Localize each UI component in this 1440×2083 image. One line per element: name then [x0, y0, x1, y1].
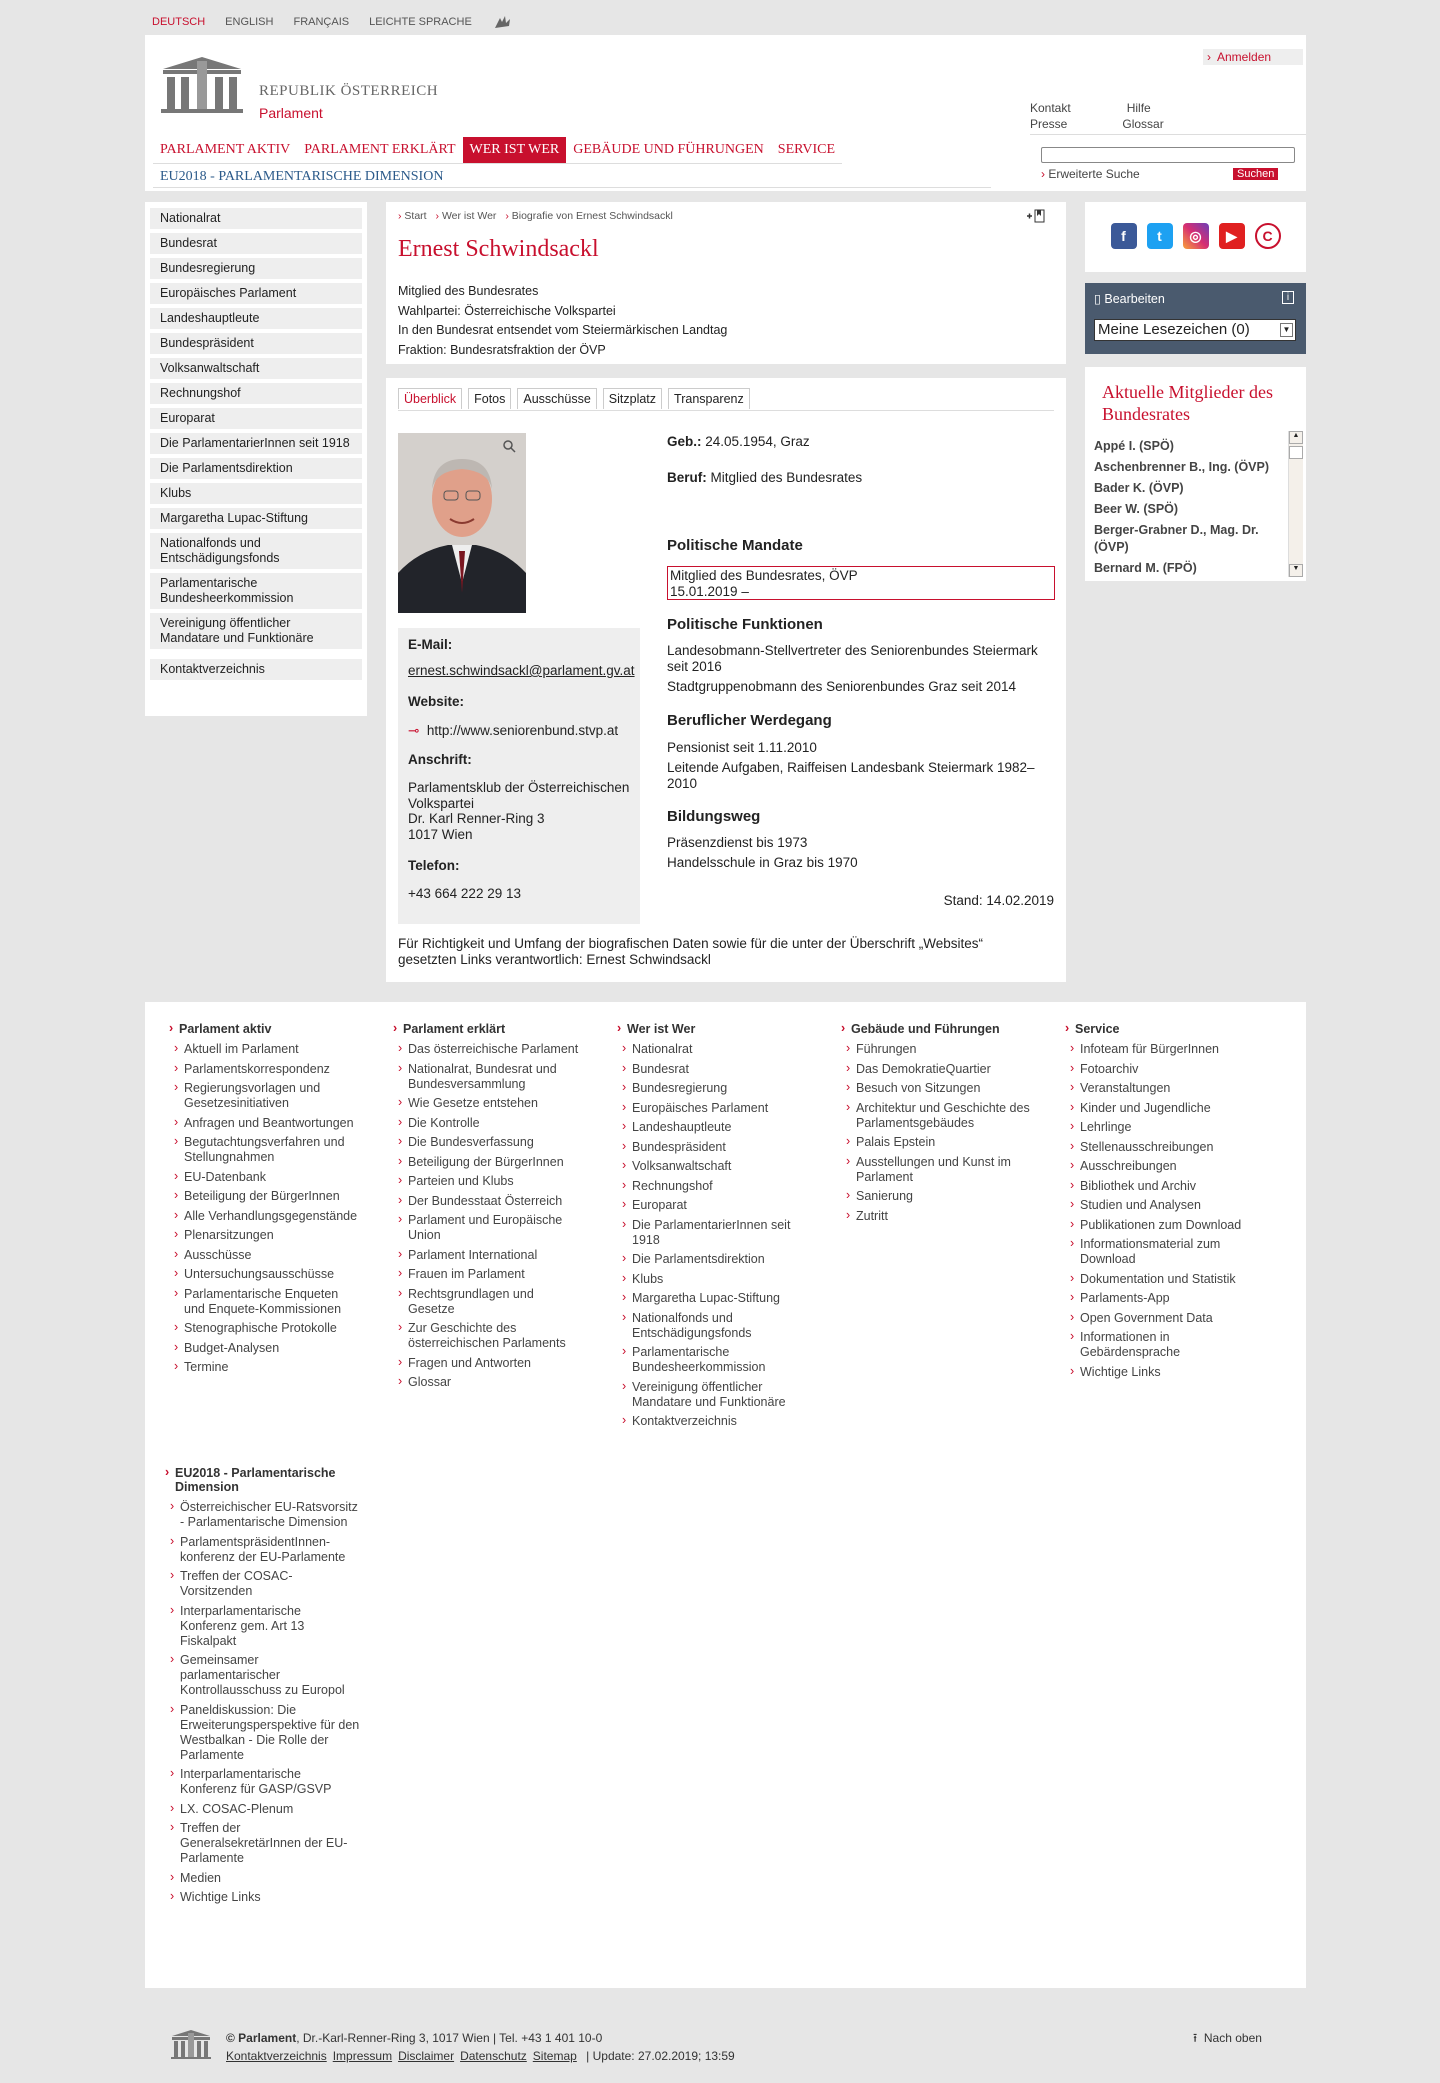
footer-link[interactable]: › Interparlamentarische Konferenz für GASP/GSVP — [165, 1767, 360, 1797]
crumb-current: Biografie von Ernest Schwindsackl — [511, 210, 673, 222]
mandate-box: Mitglied des Bundesrates, ÖVP 15.01.2019 – — [667, 566, 1055, 600]
sidebar-item-bundesrat[interactable]: Bundesrat — [150, 233, 362, 254]
stand-date: Stand: 14.02.2019 — [943, 893, 1054, 908]
footer-link[interactable]: › Infoteam für BürgerInnen — [1065, 1042, 1255, 1057]
footer-link[interactable]: › Margaretha Lupac-Stiftung — [617, 1291, 807, 1306]
footer-link[interactable]: › Untersuchungsausschüsse — [169, 1267, 359, 1282]
footer-link[interactable]: › Nationalfonds und Entschädigungsfonds — [617, 1311, 807, 1341]
sidebar-item-die-parlamentsdirektion[interactable]: Die Parlamentsdirektion — [150, 458, 362, 479]
members-title: Aktuelle Mitglieder des Bundesrates — [1102, 382, 1273, 424]
edit-link[interactable]: ▯ Bearbeiten — [1094, 292, 1165, 306]
lang-deutsch[interactable]: DEUTSCH — [152, 16, 206, 28]
footer-link[interactable]: › Parlament und Europäische Union — [393, 1213, 583, 1243]
footer-link[interactable]: › Ausschüsse — [169, 1248, 359, 1263]
tab-fotos[interactable]: Fotos — [468, 388, 511, 409]
career-list: Pensionist seit 1.11.2010 Leitende Aufgaben, Raiffeisen Landesbank Steiermark 1982–2010 — [667, 740, 1035, 791]
footer-link[interactable]: › Informationsmaterial zum Download — [1065, 1237, 1255, 1267]
footer-col-wer-ist-wer — [617, 1022, 807, 1434]
page-title: Ernest Schwindsackl — [398, 236, 599, 262]
footer-link[interactable]: › Österreichischer EU-Ratsvorsitz - Parlamentarische Dimension — [165, 1500, 360, 1530]
footer-logo-icon[interactable] — [170, 2028, 212, 2065]
sidebar-item-europaisches-parlament[interactable]: Europäisches Parlament — [150, 283, 362, 304]
bio-info — [398, 282, 727, 360]
career-heading: Beruflicher Werdegang — [667, 712, 832, 729]
login-link[interactable]: › Anmelden — [1203, 49, 1303, 65]
members-list — [1094, 431, 1276, 575]
footer-link[interactable]: › Rechtsgrundlagen und Gesetze — [393, 1287, 583, 1317]
arrow-up-icon: ⭱ — [1193, 2031, 1198, 2045]
footer-link[interactable]: › Die Bundesverfassung — [393, 1135, 583, 1150]
footer-link[interactable]: › Architektur und Geschichte des Parlamentsgebäudes — [841, 1101, 1031, 1131]
contact-box — [398, 628, 640, 924]
footer-col-heading[interactable]: › Gebäude und Führungen — [841, 1022, 1031, 1036]
member-item[interactable]: Appé I. (SPÖ) — [1094, 439, 1174, 453]
footer-link[interactable]: › Bundesregierung — [617, 1081, 807, 1096]
sidebar-item-bundesregierung[interactable]: Bundesregierung — [150, 258, 362, 279]
footer-link[interactable]: › Landeshauptleute — [617, 1120, 807, 1135]
sidebar-item-vereinigung-offentlicher-mandatare-und-funktionare[interactable]: Vereinigung öffentlicher Mandatare und Funktionäre — [150, 613, 362, 649]
members-scrollbar[interactable]: ▲ ▼ — [1288, 431, 1303, 577]
footer-col-parlament-erklart — [393, 1022, 583, 1395]
breadcrumb: › Start › Wer ist Wer › Biografie von Ernest Schwindsackl — [398, 210, 673, 222]
footer-link[interactable]: › Zur Geschichte des österreichischen Parlaments — [393, 1321, 583, 1351]
nav-wer-ist-wer[interactable]: WER IST WER — [463, 137, 567, 163]
footer-link[interactable]: › Regierungsvorlagen und Gesetzesinitiativen — [169, 1081, 359, 1111]
footer-link[interactable]: › Führungen — [841, 1042, 1031, 1057]
sidebar-item-rechnungshof[interactable]: Rechnungshof — [150, 383, 362, 404]
footer-link[interactable]: › Wie Gesetze entstehen — [393, 1096, 583, 1111]
disclaimer-text: Für Richtigkeit und Umfang der biografischen Daten sowie für die unter der Überschrift „Websites“ gesetzten Links verantwortlich: Ernest Schwindsackl — [398, 936, 984, 967]
brand-subtitle: Parlament — [259, 105, 323, 121]
footer-link[interactable]: › Nationalrat — [617, 1042, 807, 1057]
footer-link[interactable]: › Parlamentarische Enqueten und Enquete-Kommissionen — [169, 1287, 359, 1317]
footer-link[interactable]: › Parlament International — [393, 1248, 583, 1263]
social-panel — [1085, 202, 1306, 272]
footer-link[interactable]: › Fotoarchiv — [1065, 1062, 1255, 1077]
footer-link[interactable]: › Europarat — [617, 1198, 807, 1213]
chevron-down-icon: ▼ — [1280, 323, 1293, 337]
education-heading: Bildungsweg — [667, 808, 761, 825]
bookmark-icon: ▯ — [1094, 292, 1101, 306]
crumb-wer-ist-wer[interactable]: Wer ist Wer — [441, 210, 497, 222]
footer-bottom-link-sitemap[interactable]: Sitemap — [532, 2049, 577, 2063]
portrait-photo[interactable] — [398, 433, 526, 613]
search-button[interactable]: Suchen — [1233, 168, 1278, 180]
footer-link[interactable]: › Parlamentarische Bundesheerkommission — [617, 1345, 807, 1375]
footer-link[interactable]: › Ausstellungen und Kunst im Parlament — [841, 1155, 1031, 1185]
sidebar-item-bundesprasident[interactable]: Bundespräsident — [150, 333, 362, 354]
footer-link[interactable]: › Klubs — [617, 1272, 807, 1287]
bookmarks-select[interactable]: Meine Lesezeichen (0) ▼ — [1094, 319, 1296, 341]
members-panel — [1085, 367, 1306, 581]
footer-link[interactable]: › Lehrlinge — [1065, 1120, 1255, 1135]
contact-link[interactable]: Kontakt — [1030, 101, 1071, 115]
back-to-top-link[interactable]: ⭱ Nach oben — [1193, 2031, 1262, 2045]
footer-link[interactable]: › Stellenausschreibungen — [1065, 1140, 1255, 1155]
subnav-eu2018[interactable]: EU2018 - PARLAMENTARISCHE DIMENSION — [153, 167, 991, 188]
footer-col-gebaude-und-fuhrungen — [841, 1022, 1031, 1228]
footer-link[interactable]: › Nationalrat, Bundesrat und Bundesversammlung — [393, 1062, 583, 1092]
footer-link[interactable]: › Plenarsitzungen — [169, 1228, 359, 1243]
footer-sitemap — [145, 1002, 1306, 1988]
bookmark-panel — [1085, 283, 1306, 354]
sidebar-item-volksanwaltschaft[interactable]: Volksanwaltschaft — [150, 358, 362, 379]
footer-link[interactable]: › Alle Verhandlungsgegenstände — [169, 1209, 359, 1224]
sidebar — [145, 202, 367, 716]
footer-link[interactable]: › Treffen der COSAC-Vorsitzenden — [165, 1569, 360, 1599]
footer-link[interactable]: › Das DemokratieQuartier — [841, 1062, 1031, 1077]
job-info: Beruf: Mitglied des Bundesrates — [667, 470, 863, 485]
footer-link[interactable]: › Open Government Data — [1065, 1311, 1255, 1326]
tab-sitzplatz[interactable]: Sitzplatz — [603, 388, 662, 409]
footer-link[interactable]: › Der Bundesstaat Österreich — [393, 1194, 583, 1209]
bio-info-role: Mitglied des Bundesrates — [398, 284, 539, 298]
footer-link[interactable]: › Die Kontrolle — [393, 1116, 583, 1131]
footer-col-service — [1065, 1022, 1255, 1384]
mandates-heading: Politische Mandate — [667, 537, 803, 554]
youtube-icon[interactable]: ▶ — [1219, 223, 1245, 249]
footer-col-heading[interactable]: › Parlament erklärt — [393, 1022, 583, 1036]
main-nav — [153, 137, 842, 164]
bio-main-panel — [386, 378, 1066, 982]
brand-title: REPUBLIK ÖSTERREICH — [259, 83, 439, 99]
footer-link[interactable]: › Parlamentskorrespondenz — [169, 1062, 359, 1077]
sign-language-icon[interactable] — [492, 14, 514, 30]
external-link-icon: ⊸ — [408, 723, 420, 738]
sidebar-item-landeshauptleute[interactable]: Landeshauptleute — [150, 308, 362, 329]
website-label: Website: — [408, 694, 465, 709]
help-link[interactable]: Hilfe — [1126, 101, 1151, 115]
footer-link[interactable]: › Volksanwaltschaft — [617, 1159, 807, 1174]
footer-col-heading[interactable]: › Parlament aktiv — [169, 1022, 359, 1036]
footer-bottom-link-datenschutz[interactable]: Datenschutz — [460, 2049, 527, 2063]
lang-francais[interactable]: FRANÇAIS — [293, 16, 350, 28]
footer-link[interactable]: › Budget-Analysen — [169, 1341, 359, 1356]
sidebar-item-parlamentarische-bundesheerkommission[interactable]: Parlamentarische Bundesheerkommission — [150, 573, 362, 609]
tab-ausschuesse[interactable]: Ausschüsse — [517, 388, 596, 409]
bio-header-panel — [386, 202, 1066, 364]
bottom-bar — [145, 2004, 1306, 2083]
footer-link[interactable]: › Bundesrat — [617, 1062, 807, 1077]
service-links — [1030, 100, 1164, 132]
functions-heading: Politische Funktionen — [667, 616, 823, 633]
copyright: © Parlament, Dr.-Karl-Renner-Ring 3, 1017 Wien | Tel. +43 1 401 10-0 Kontaktverzeichnis Impressum Disclaimer Datenschutz Sitemap | Update: 27.02.2019; 13:59 — [226, 2031, 735, 2063]
member-item[interactable]: Aschenbrenner B., Ing. (ÖVP) — [1094, 460, 1270, 474]
education-list: Präsenzdienst bis 1973 Handelsschule in Graz bis 1970 — [667, 835, 858, 870]
footer-link[interactable]: › Wichtige Links — [1065, 1365, 1255, 1380]
footer-link[interactable]: › Europäisches Parlament — [617, 1101, 807, 1116]
footer-bottom-link-kontaktverzeichnis[interactable]: Kontaktverzeichnis — [226, 2049, 327, 2063]
twitter-icon[interactable]: t — [1147, 223, 1173, 249]
add-bookmark-icon[interactable] — [1026, 208, 1046, 229]
nav-gebaeude[interactable]: GEBÄUDE UND FÜHRUNGEN — [573, 142, 764, 157]
footer-link[interactable]: › Interparlamentarische Konferenz gem. Art 13 Fiskalpakt — [165, 1604, 360, 1649]
footer-link[interactable]: › Kinder und Jugendliche — [1065, 1101, 1255, 1116]
member-item[interactable]: Beer W. (SPÖ) — [1094, 502, 1179, 516]
footer-link[interactable]: › Parlaments-App — [1065, 1291, 1255, 1306]
footer-link[interactable]: › Veranstaltungen — [1065, 1081, 1255, 1096]
footer-link[interactable]: › Termine — [169, 1360, 359, 1375]
address-text: Parlamentsklub der Österreichischen Volkspartei Dr. Karl Renner-Ring 3 1017 Wien — [408, 780, 630, 842]
sidebar-item-europarat[interactable]: Europarat — [150, 408, 362, 429]
footer-link[interactable]: › Informationen in Gebärdensprache — [1065, 1330, 1255, 1360]
site-header — [145, 35, 1306, 191]
footer-col-parlament-aktiv — [169, 1022, 359, 1380]
sidebar-item-nationalfonds-und-entschadigungsfonds[interactable]: Nationalfonds und Entschädigungsfonds — [150, 533, 362, 569]
bio-info-party: Wahlpartei: Österreichische Volkspartei — [398, 303, 616, 318]
footer-link[interactable]: › Das österreichische Parlament — [393, 1042, 583, 1057]
bio-info-faction: Fraktion: Bundesratsfraktion der ÖVP — [398, 342, 606, 357]
website-link[interactable]: ⊸ http://www.seniorenbund.stvp.at — [408, 723, 619, 738]
press-link[interactable]: Presse — [1030, 117, 1068, 131]
footer-link[interactable]: › Besuch von Sitzungen — [841, 1081, 1031, 1096]
footer-link[interactable]: › Vereinigung öffentlicher Mandatare und Funktionäre — [617, 1380, 807, 1410]
search-input[interactable] — [1041, 147, 1295, 163]
footer-link[interactable]: › Ausschreibungen — [1065, 1159, 1255, 1174]
footer-link[interactable]: › Bibliothek und Archiv — [1065, 1179, 1255, 1194]
member-item[interactable]: Bader K. (ÖVP) — [1094, 481, 1184, 495]
footer-link[interactable]: › Beteiligung der BürgerInnen — [393, 1155, 583, 1170]
functions-list: Landesobmann-Stellvertreter des Seniorenbundes Steiermark seit 2016 Stadtgruppenobmann des Seniorenbundes Graz seit 2014 — [667, 643, 1038, 694]
facebook-icon[interactable]: f — [1111, 223, 1137, 249]
footer-col-heading[interactable]: › Service — [1065, 1022, 1255, 1036]
email-link[interactable]: ernest.schwindsackl@parlament.gv.at — [408, 663, 635, 678]
instagram-icon[interactable]: ◎ — [1183, 223, 1209, 249]
footer-link[interactable]: › Palais Epstein — [841, 1135, 1031, 1150]
footer-link[interactable]: › Fragen und Antworten — [393, 1356, 583, 1371]
footer-link[interactable]: › Begutachtungsverfahren und Stellungnahmen — [169, 1135, 359, 1165]
glossary-link[interactable]: Glossar — [1122, 117, 1164, 131]
footer-bottom-link-disclaimer[interactable]: Disclaimer — [398, 2049, 455, 2063]
footer-bottom-link-impressum[interactable]: Impressum — [332, 2049, 393, 2063]
parliament-logo-icon[interactable] — [159, 53, 245, 120]
nav-service[interactable]: SERVICE — [777, 142, 836, 157]
lang-leichte-sprache[interactable]: LEICHTE SPRACHE — [369, 16, 472, 28]
crumb-start[interactable]: Start — [404, 210, 427, 222]
phone-value: +43 664 222 29 13 — [408, 886, 521, 901]
phone-label: Telefon: — [408, 858, 460, 873]
footer-link[interactable]: › Zutritt — [841, 1209, 1031, 1224]
footer-link[interactable]: › Die ParlamentarierInnen seit 1918 — [617, 1218, 807, 1248]
footer-link[interactable]: › Treffen der GeneralsekretärInnen der EU-Parlamente — [165, 1821, 360, 1866]
footer-link[interactable]: › EU-Datenbank — [169, 1170, 359, 1185]
footer-link[interactable]: › ParlamentspräsidentInnen-konferenz der EU-Parlamente — [165, 1535, 360, 1565]
footer-col-heading[interactable]: › EU2018 - Parlamentarische Dimension — [165, 1466, 360, 1494]
footer-link[interactable]: › Anfragen und Beantwortungen — [169, 1116, 359, 1131]
nav-parlament-aktiv[interactable]: PARLAMENT AKTIV — [160, 142, 291, 157]
footer-link[interactable]: › Studien und Analysen — [1065, 1198, 1255, 1213]
lang-english[interactable]: ENGLISH — [225, 16, 274, 28]
footer-link[interactable]: › Kontaktverzeichnis — [617, 1414, 807, 1429]
footer-link[interactable]: › Sanierung — [841, 1189, 1031, 1204]
footer-col-heading[interactable]: › Wer ist Wer — [617, 1022, 807, 1036]
sidebar-item-klubs[interactable]: Klubs — [150, 483, 362, 504]
footer-link[interactable]: › LX. COSAC-Plenum — [165, 1802, 360, 1817]
member-item[interactable]: Berger-Grabner D., Mag. Dr. (ÖVP) — [1094, 523, 1259, 554]
info-icon[interactable]: i — [1282, 291, 1294, 304]
sidebar-item-margaretha-lupac-stiftung[interactable]: Margaretha Lupac-Stiftung — [150, 508, 362, 529]
sidebar-item-kontaktverzeichnis[interactable]: Kontaktverzeichnis — [150, 659, 362, 680]
footer-link[interactable]: › Paneldiskussion: Die Erweiterungsperspektive für den Westbalkan - Die Rolle der Parlamente — [165, 1703, 360, 1763]
footer-link[interactable]: › Publikationen zum Download — [1065, 1218, 1255, 1233]
tab-ueberblick[interactable]: Überblick — [398, 388, 462, 409]
bio-info-sent-by: In den Bundesrat entsendet vom Steiermärkischen Landtag — [398, 323, 728, 337]
nav-parlament-erklaert[interactable]: PARLAMENT ERKLÄRT — [304, 142, 456, 157]
footer-link[interactable]: › Beteiligung der BürgerInnen — [169, 1189, 359, 1204]
footer-link[interactable]: › Die Parlamentsdirektion — [617, 1252, 807, 1267]
parliament-app-icon[interactable]: C — [1255, 223, 1281, 249]
footer-link[interactable]: › Parteien und Klubs — [393, 1174, 583, 1189]
tab-transparenz[interactable]: Transparenz — [668, 388, 750, 409]
advanced-search-link[interactable]: › Erweiterte Suche — [1041, 167, 1140, 181]
zoom-icon[interactable] — [502, 439, 516, 458]
footer-link[interactable]: › Glossar — [393, 1375, 583, 1390]
footer-link[interactable]: › Medien — [165, 1871, 360, 1886]
footer-link[interactable]: › Bundespräsident — [617, 1140, 807, 1155]
birth-info: Geb.: 24.05.1954, Graz — [667, 434, 810, 449]
footer-col-eu2018-parlamentarische-dimension — [165, 1466, 360, 1910]
footer-link[interactable]: › Wichtige Links — [165, 1890, 360, 1905]
bio-tabs — [398, 388, 750, 409]
footer-link[interactable]: › Rechnungshof — [617, 1179, 807, 1194]
language-bar — [152, 14, 514, 30]
footer-link[interactable]: › Gemeinsamer parlamentarischer Kontrollausschuss zu Europol — [165, 1653, 360, 1698]
sidebar-item-die-parlamentarierinnen-seit-1918[interactable]: Die ParlamentarierInnen seit 1918 — [150, 433, 362, 454]
footer-link[interactable]: › Frauen im Parlament — [393, 1267, 583, 1282]
footer-link[interactable]: › Dokumentation und Statistik — [1065, 1272, 1255, 1287]
address-label: Anschrift: — [408, 752, 472, 767]
footer-link[interactable]: › Aktuell im Parlament — [169, 1042, 359, 1057]
footer-link[interactable]: › Stenographische Protokolle — [169, 1321, 359, 1336]
email-label: E-Mail: — [408, 637, 453, 652]
member-item[interactable]: Bernard M. (FPÖ) — [1094, 561, 1197, 575]
sidebar-item-nationalrat[interactable]: Nationalrat — [150, 208, 362, 229]
